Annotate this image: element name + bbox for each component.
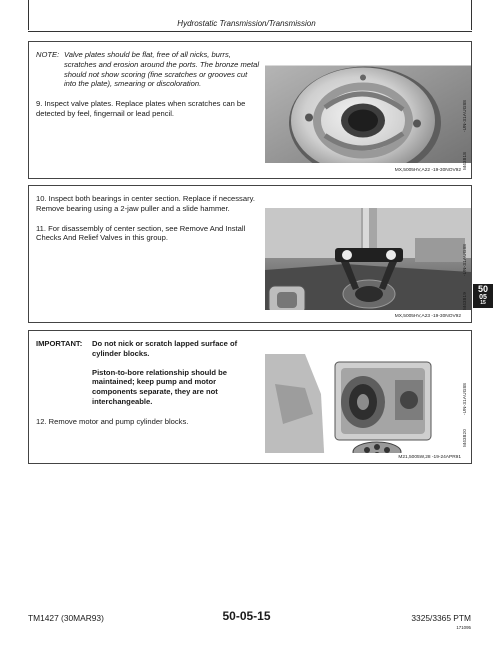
footer-page-number: 50-05-15 [222, 609, 271, 623]
header-rule [28, 31, 472, 32]
cylinder-block-illustration [265, 337, 471, 453]
section-cylinder-blocks [28, 330, 472, 464]
section-tab [473, 284, 493, 308]
figure-caption: MX,5005HV,A22 -19-30NOV92 [394, 168, 461, 173]
note-block [36, 50, 260, 89]
note-text: Valve plates should be flat, free of all nicks, burrs, scratches and erosion around the ports. The bronze metal should not show scoring (fine scratches or grooves cut into the plate), smearing or discoloration. [64, 50, 260, 89]
figure-number: M43819 [462, 292, 467, 310]
section-tab-page: 15 [480, 300, 486, 306]
section-tab-group: 05 [479, 294, 487, 301]
section-bearings [28, 185, 472, 323]
figure-caption: MX,5005HV,A23 -19-30NOV92 [394, 314, 461, 319]
important-body [92, 339, 260, 407]
page-header-title: Hydrostatic Transmission/Transmission [177, 19, 316, 28]
step-9: 9. Inspect valve plates. Replace plates when scratches can be detected by feel, fingernail or lead pencil. [36, 99, 246, 118]
bearing-puller-photo [265, 192, 471, 310]
figure-code: -UN-31AUG88 [462, 100, 467, 133]
section-tab-number: 50 [477, 284, 488, 294]
valve-plate-illustration [265, 48, 471, 163]
section-text [36, 194, 260, 243]
bearing-puller-illustration [265, 192, 471, 310]
footer-code: 171095 [456, 625, 471, 630]
section-text [36, 50, 260, 119]
step-10: 10. Inspect both bearings in center section. Replace if necessary. Remove bearing using a 2-jaw puller and a slide hammer. [36, 194, 255, 213]
important-label: IMPORTANT: [36, 339, 83, 348]
figure-caption: M21,5005W,28 -19-24APR91 [398, 455, 461, 460]
figure-code: -UN-31AUG88 [462, 383, 467, 416]
step-11: 11. For disassembly of center section, see Remove And Install Checks And Relief Valves in this group. [36, 223, 246, 243]
section-text [36, 339, 260, 427]
important-text-2: Piston-to-bore relationship should be maintained; keep pump and motor components separate, they are not interchangeable. [92, 367, 228, 406]
section-valve-plates [28, 41, 472, 179]
figure-code: -UN-31AUG88 [462, 244, 467, 277]
important-text-1: Do not nick or scratch lapped surface of cylinder blocks. [92, 339, 238, 358]
footer-manual-id: TM1427 (30MAR93) [28, 613, 104, 623]
important-block [36, 339, 260, 407]
step-12: 12. Remove motor and pump cylinder blocks. [36, 416, 189, 426]
figure-number: M43818 [462, 152, 467, 170]
note-label: NOTE: [36, 50, 60, 59]
figure-number: M43820 [462, 429, 467, 447]
cylinder-block-photo [265, 337, 471, 453]
valve-plate-photo [265, 48, 471, 163]
footer-model: 3325/3365 PTM [411, 613, 471, 623]
